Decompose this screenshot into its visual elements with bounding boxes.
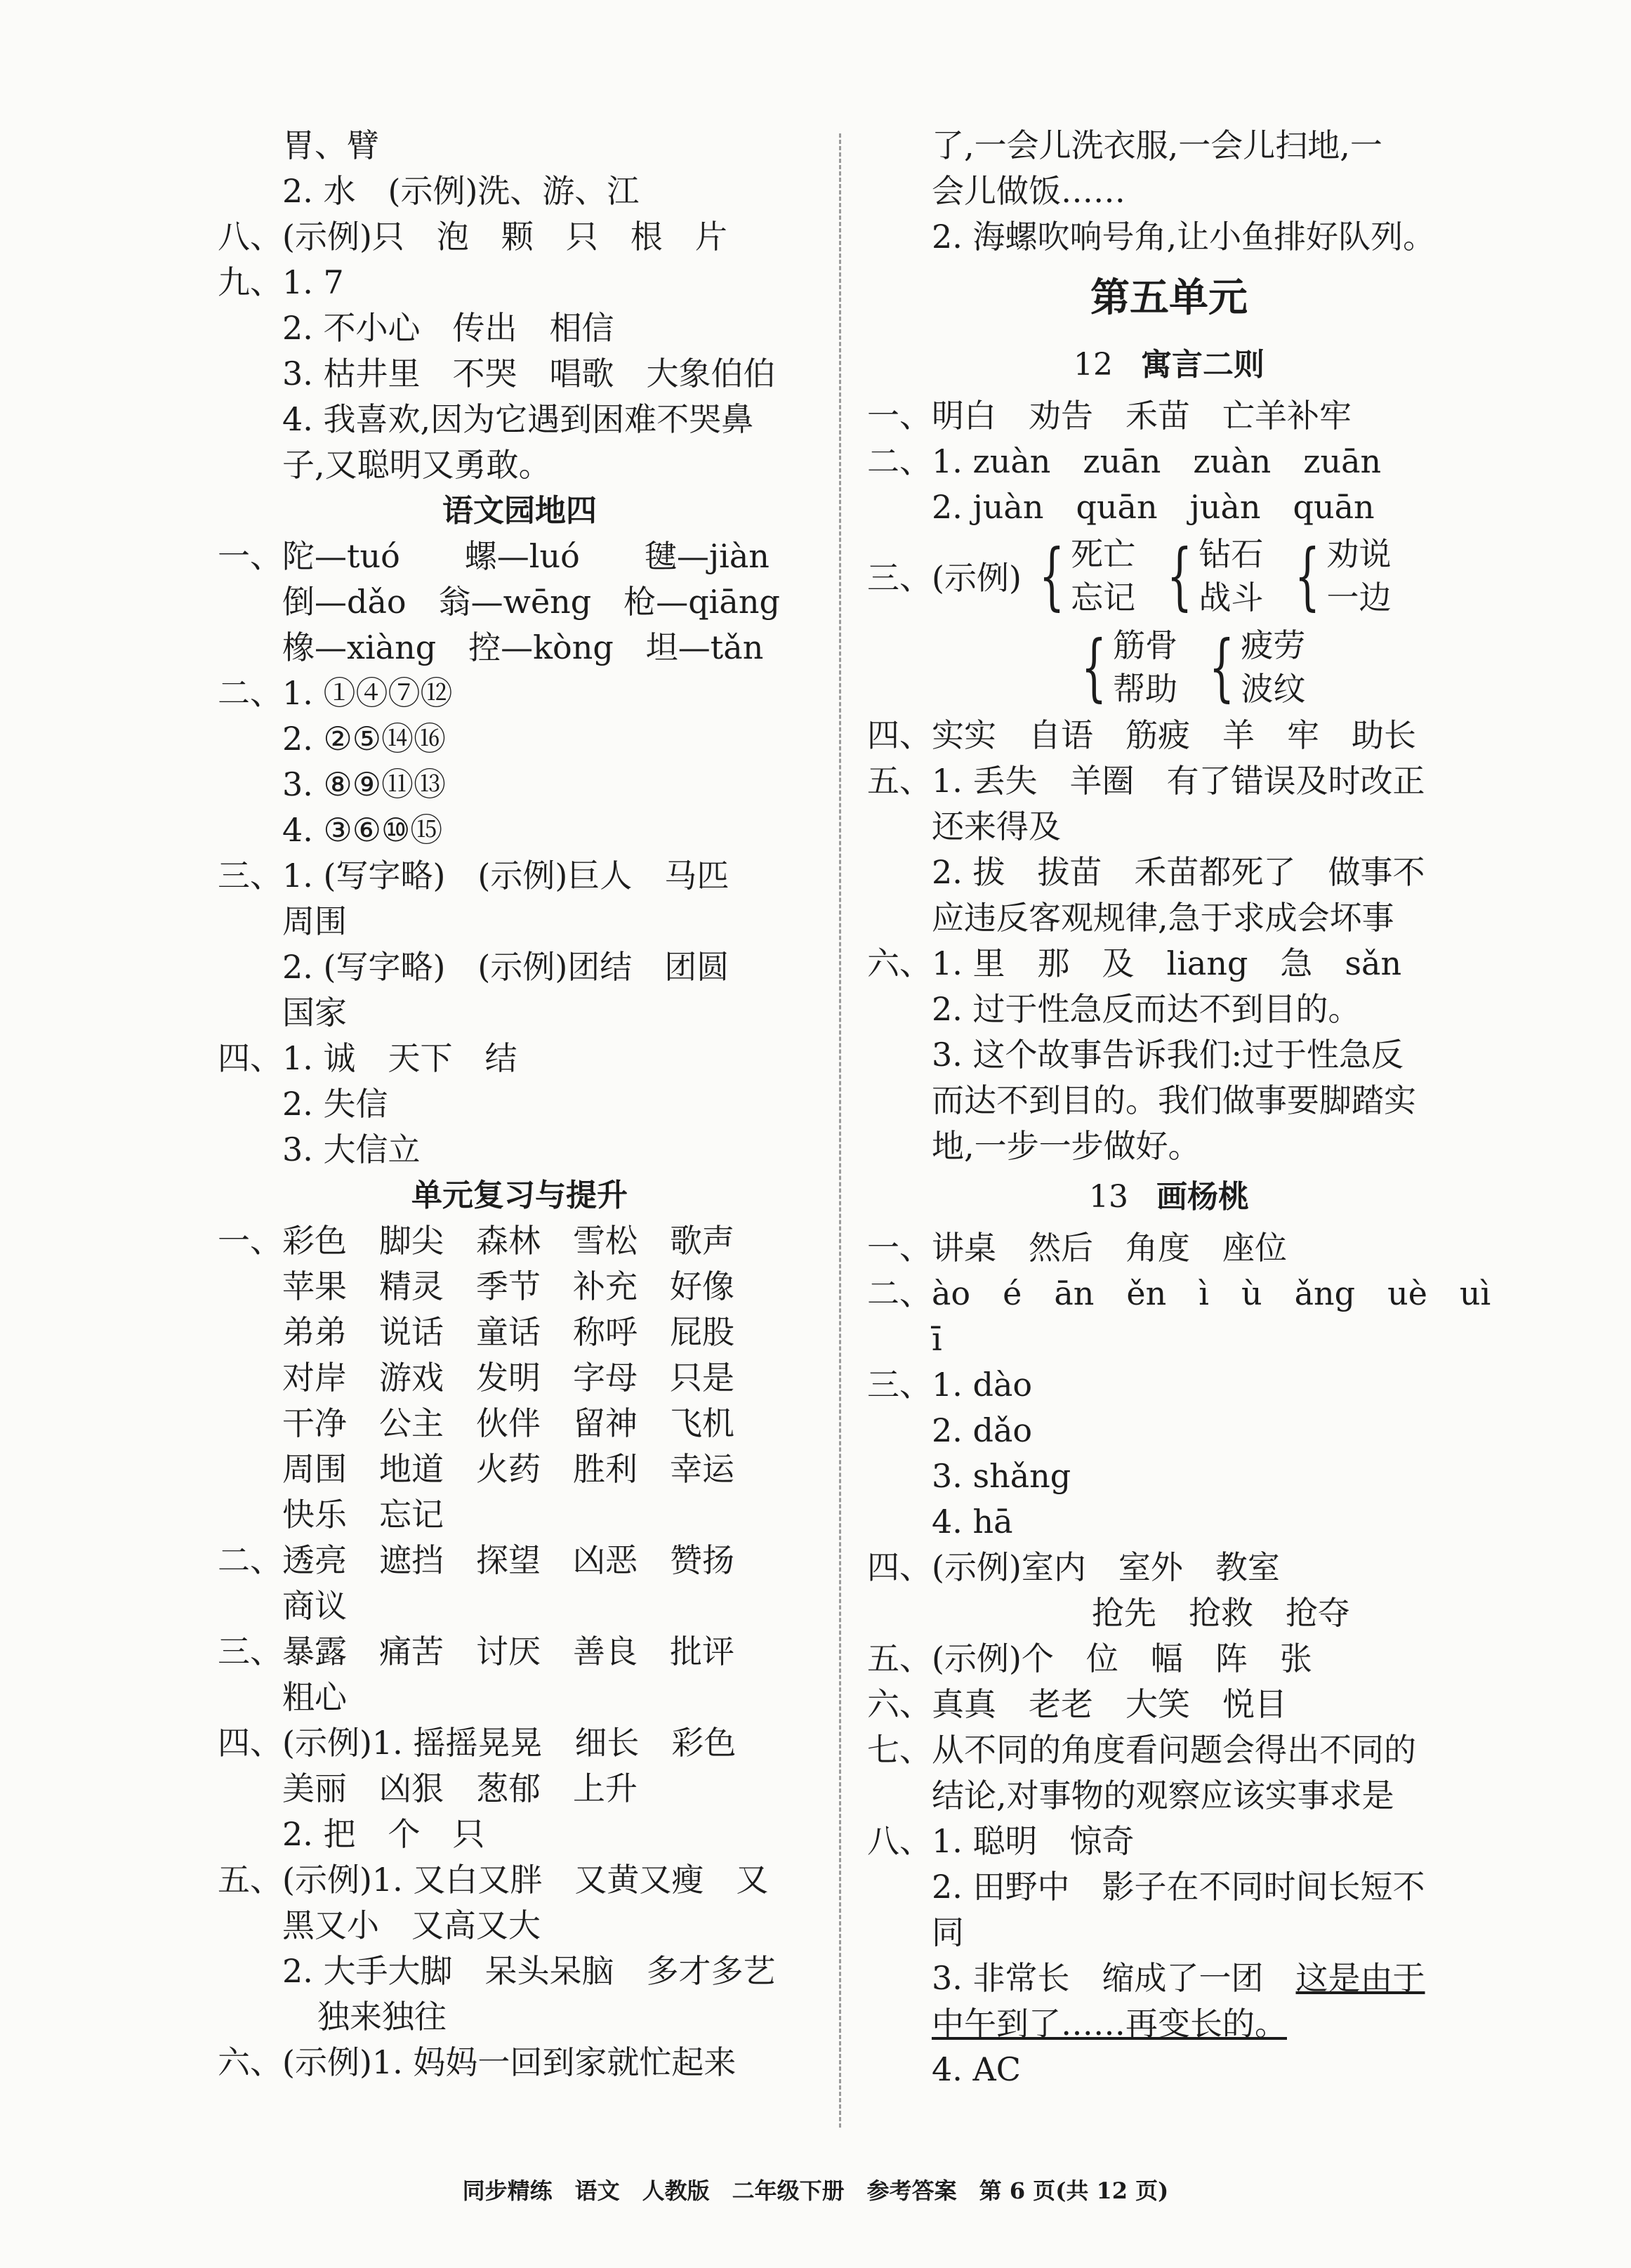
brace-glyph: {	[1209, 624, 1235, 710]
lesson-title: 画杨桃	[1156, 1179, 1249, 1215]
answer-line: 六、1. 里 那 及 liang 急 sǎn	[867, 944, 1402, 982]
answer-line: 结论,对事物的观察应该实事求是	[932, 1776, 1394, 1814]
answer-line: 3. 大信立	[282, 1130, 421, 1168]
answer-line: 苹果 精灵 季节 补充 好像	[282, 1267, 734, 1305]
brace-word: 死亡	[1071, 535, 1136, 573]
answer-line: 还来得及	[932, 807, 1061, 845]
answer-line: 2. 海螺吹响号角,让小鱼排好队列。	[932, 218, 1436, 256]
answer-line: 而达不到目的。我们做事要脚踏实	[932, 1081, 1416, 1119]
underlined-text: 这是由于	[1295, 1959, 1425, 1997]
answer-line: 周围	[282, 902, 347, 940]
answer-line: 弟弟 说话 童话 称呼 屁股	[282, 1313, 734, 1351]
answer-line: 2. juàn quān juàn quān	[932, 488, 1375, 526]
answer-line: 2. 拔 拔苗 禾苗都死了 做事不	[932, 853, 1425, 891]
answer-line: 三、1. (写字略) (示例)巨人 马匹	[218, 857, 729, 895]
answer-line: 橡—xiàng 控—kòng 坦—tǎn	[282, 628, 764, 666]
answer-line: 八、1. 聪明 惊奇	[867, 1822, 1135, 1860]
answer-line: 2. dǎo	[932, 1411, 1033, 1449]
underlined-text: 中午到了……再变长的。	[932, 2005, 1287, 2043]
answer-line: 二、透亮 遮挡 探望 凶恶 赞扬	[218, 1541, 734, 1579]
brace-word: 疲劳	[1241, 626, 1306, 664]
answer-line: 2. 过于性急反而达不到目的。	[932, 990, 1361, 1028]
answer-line: 二、ào é ān ěn ì ù ǎng uè uì	[867, 1274, 1491, 1312]
answer-line: 4. 我喜欢,因为它遇到困难不哭鼻	[282, 400, 754, 438]
lesson-title: 寓言二则	[1141, 347, 1264, 383]
answer-line: 2. 大手大脚 呆头呆脑 多才多艺	[282, 1952, 776, 1990]
answer-line: 快乐 忘记	[282, 1496, 444, 1534]
answer-line	[867, 2001, 1471, 2047]
answer-line: 五、(示例)1. 又白又胖 又黄又瘦 又	[218, 1861, 769, 1899]
question-label: 三、(示例)	[867, 559, 1022, 597]
answer-line: ī	[932, 1320, 942, 1358]
answer-line: 五、(示例)个 位 幅 阵 张	[867, 1640, 1312, 1677]
answer-line: 3. shǎng	[932, 1457, 1071, 1495]
answer-line: 独来独往	[317, 1998, 447, 2036]
answer-line: 四、(示例)室内 室外 教室	[867, 1548, 1280, 1586]
brace-glyph: {	[1295, 533, 1321, 619]
answer-line: 胃、臂	[282, 126, 379, 164]
brace-group	[1199, 624, 1305, 711]
brace-word: 忘记	[1071, 579, 1136, 617]
lesson-13-heading	[867, 1169, 1471, 1225]
brace-answers-row-1	[867, 530, 1471, 621]
column-divider	[839, 133, 841, 2128]
answer-line: 3. ⑧⑨⑪⑬	[282, 765, 446, 803]
answer-line: 八、(示例)只 泡 颗 只 根 片	[218, 218, 727, 256]
answer-line: 2. (写字略) (示例)团结 团圆	[282, 948, 729, 986]
answer-line	[867, 1956, 1471, 2001]
answer-line: 美丽 凶狠 葱郁 上升	[282, 1769, 638, 1807]
brace-glyph: {	[1081, 624, 1107, 710]
answer-line: 会儿做饭……	[932, 172, 1125, 210]
answer-line: 三、暴露 痛苦 讨厌 善良 批评	[218, 1633, 734, 1670]
brace-group	[1071, 624, 1177, 711]
answer-line: 2. 失信	[282, 1085, 388, 1123]
brace-word: 帮助	[1113, 670, 1178, 708]
brace-group	[1029, 532, 1135, 619]
answer-line: 周围 地道 火药 胜利 幸运	[282, 1450, 734, 1488]
answer-line: 七、从不同的角度看问题会得出不同的	[867, 1731, 1416, 1769]
unit-title: 第五单元	[1090, 275, 1248, 321]
lesson-number: 12	[1074, 347, 1113, 383]
answer-line: 了,一会儿洗衣服,一会儿扫地,一	[932, 126, 1382, 164]
brace-word: 一边	[1326, 579, 1392, 617]
answer-line: 商议	[282, 1587, 347, 1625]
brace-word: 筋骨	[1113, 626, 1178, 664]
answer-line: 4. ③⑥⑩⑮	[282, 811, 443, 849]
brace-word: 钻石	[1199, 535, 1264, 573]
answer-line: 倒—dǎo 翁—wēng 枪—qiāng	[282, 583, 780, 621]
left-column	[218, 123, 821, 2085]
answer-line: 六、(示例)1. 妈妈一回到家就忙起来	[218, 2043, 737, 2081]
answer-line: 3. 这个故事告诉我们:过于性急反	[932, 1036, 1404, 1074]
answer-line: 对岸 游戏 发明 字母 只是	[282, 1359, 734, 1397]
answer-line: 一、讲桌 然后 角度 座位	[867, 1229, 1287, 1267]
brace-group	[1156, 532, 1263, 619]
answer-line: 国家	[282, 994, 347, 1031]
answer-line: 一、陀—tuó 螺—luó 毽—jiàn	[218, 537, 770, 575]
answer-line: 4. AC	[932, 2050, 1021, 2088]
answer-line: 四、(示例)1. 摇摇晃晃 细长 彩色	[218, 1724, 737, 1762]
right-column	[867, 123, 1491, 2092]
answer-line: 2. 水 (示例)洗、游、江	[282, 172, 640, 210]
answer-line: 2. 把 个 只	[282, 1815, 485, 1853]
answer-line: 二、1. ①④⑦⑫	[218, 674, 453, 712]
section-heading: 语文园地四	[442, 493, 597, 529]
brace-group	[1284, 532, 1391, 619]
answer-line: 六、真真 老老 大笑 悦目	[867, 1685, 1287, 1723]
answer-line: 粗心	[282, 1678, 347, 1716]
answer-line: 二、1. zuàn zuān zuàn zuān	[867, 442, 1382, 480]
answer-line: 干净 公主 伙伴 留神 飞机	[282, 1404, 734, 1442]
answer-line: 一、明白 劝告 禾苗 亡羊补牢	[867, 397, 1352, 435]
answer-line: 2. ②⑤⑭⑯	[282, 720, 446, 758]
brace-glyph: {	[1167, 533, 1193, 619]
answer-line: 4. hā	[932, 1503, 1013, 1541]
answer-line: 抢先 抢救 抢夺	[1092, 1594, 1350, 1632]
answer-line: 2. 不小心 传出 相信	[282, 309, 614, 347]
answer-line: 黑又小 又高又大	[282, 1906, 541, 1944]
lesson-12-heading	[867, 337, 1471, 393]
answer-line: 四、实实 自语 筋疲 羊 牢 助长	[867, 716, 1416, 754]
brace-answers-row-2	[867, 621, 1471, 713]
section-heading: 单元复习与提升	[411, 1178, 628, 1213]
answer-line: 3. 枯井里 不哭 唱歌 大象伯伯	[282, 355, 776, 393]
brace-word: 波纹	[1241, 670, 1306, 708]
answer-line: 2. 田野中 影子在不同时间长短不	[932, 1868, 1425, 1906]
lesson-number: 13	[1089, 1179, 1128, 1215]
answer-line: 四、1. 诚 天下 结	[218, 1039, 517, 1077]
answer-text: 3. 非常长 缩成了一团	[932, 1959, 1296, 1997]
answer-line: 三、1. dào	[867, 1366, 1033, 1404]
brace-word: 劝说	[1326, 535, 1392, 573]
answer-line: 九、1. 7	[218, 263, 344, 301]
brace-word: 战斗	[1199, 579, 1264, 617]
answer-line: 地,一步一步做好。	[932, 1127, 1201, 1165]
answer-line: 子,又聪明又勇敢。	[282, 446, 551, 484]
answer-line: 应违反客观规律,急于求成会坏事	[932, 899, 1394, 937]
brace-glyph: {	[1038, 533, 1065, 619]
answer-line: 一、彩色 脚尖 森林 雪松 歌声	[218, 1222, 734, 1260]
answer-line: 同	[932, 1913, 964, 1951]
page-footer: 同步精练 语文 人教版 二年级下册 参考答案 第 6 页(共 12 页)	[462, 2177, 1169, 2204]
answer-line: 五、1. 丢失 羊圈 有了错误及时改正	[867, 762, 1425, 800]
